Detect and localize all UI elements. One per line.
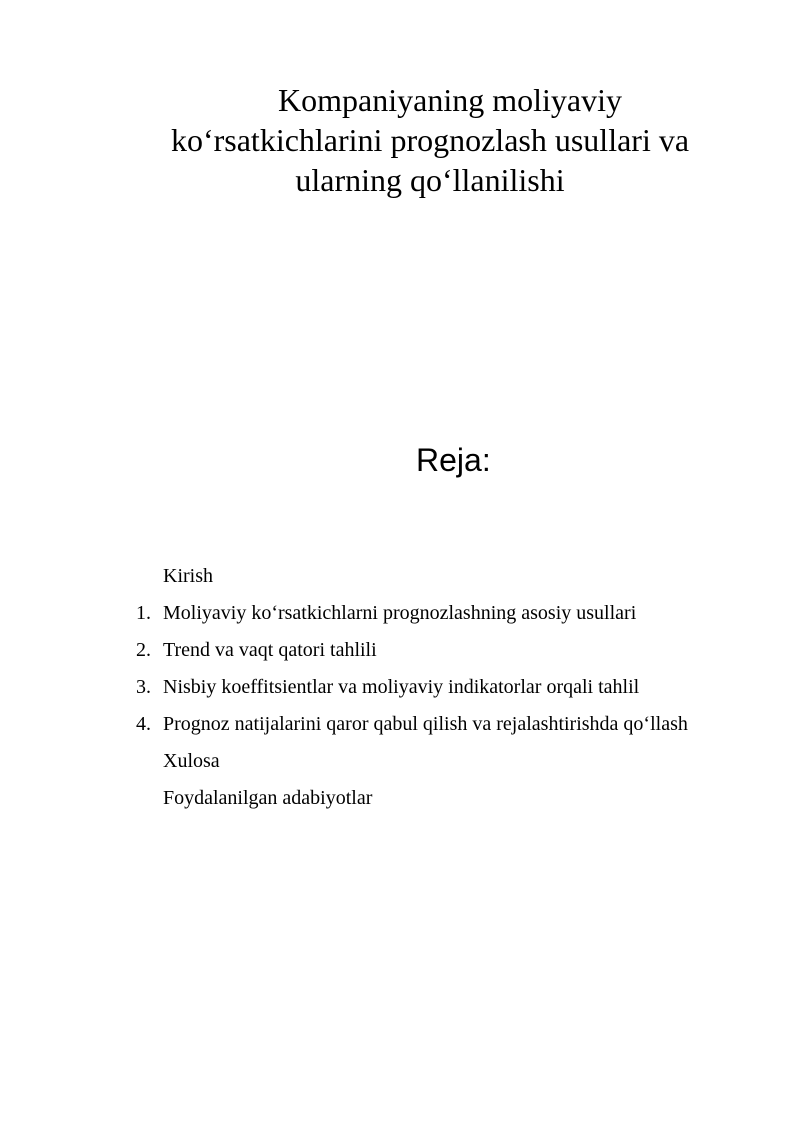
plan-item-text: Trend va vaqt qatori tahlili [163, 639, 377, 661]
plan-item-introduction [136, 558, 776, 595]
plan-item-4 [136, 706, 776, 743]
plan-item-number: 2. [136, 639, 151, 661]
plan-heading: Reja: [416, 442, 491, 478]
plan-item-text: Nisbiy koeffitsientlar va moliyaviy indikatorlar orqali tahlil [163, 676, 640, 698]
plan-item-number: 3. [136, 676, 151, 698]
plan-list [136, 558, 776, 817]
plan-item-text: Xulosa [163, 750, 220, 772]
plan-item-1 [136, 595, 776, 632]
plan-item-number: 4. [136, 713, 151, 735]
plan-item-2 [136, 632, 776, 669]
title-line-2: koʻrsatkichlarini prognozlash usullari va [170, 122, 690, 158]
plan-item-number: 1. [136, 602, 151, 624]
plan-item-text: Prognoz natijalarini qaror qabul qilish va rejalashtirishda qoʻllash [163, 713, 688, 735]
plan-item-text: Moliyaviy koʻrsatkichlarni prognozlashning asosiy usullari [163, 602, 637, 624]
title-line-3: ularning qoʻllanilishi [295, 162, 565, 198]
plan-item-text: Foydalanilgan adabiyotlar [163, 787, 373, 809]
plan-item-3 [136, 669, 776, 706]
plan-item-conclusion [136, 743, 776, 780]
plan-item-text: Kirish [163, 565, 213, 587]
title-line-1: Kompaniyaning moliyaviy [278, 82, 622, 118]
plan-item-references [136, 780, 776, 817]
document-title [100, 80, 760, 200]
